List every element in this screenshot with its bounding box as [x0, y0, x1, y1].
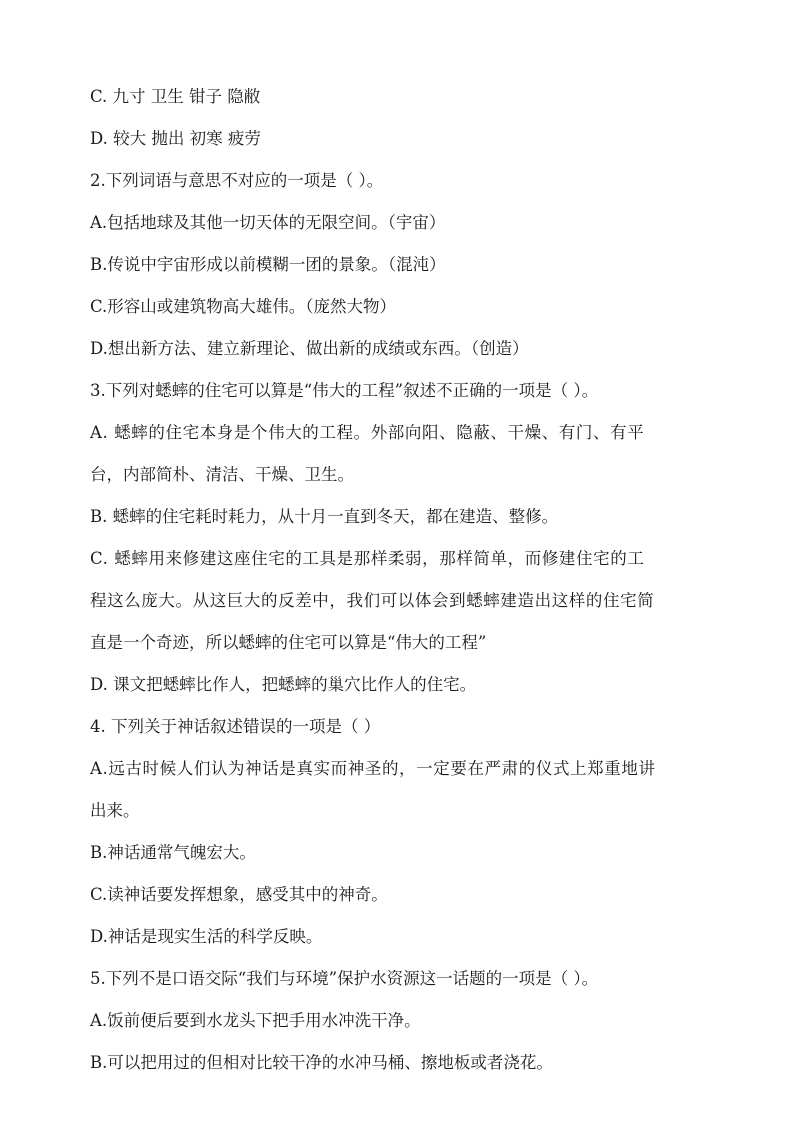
q5-option-a: A.饭前便后要到水龙头下把手用水冲洗干净。: [90, 1011, 421, 1030]
q2-option-c: C.形容山或建筑物高大雄伟。（庞然大物）: [90, 297, 397, 316]
q3-option-a: A. 蟋蟀的住宅本身是个伟大的工程。外部向阳、隐蔽、干燥、有门、有平: [90, 423, 645, 442]
q3-option-c: C. 蟋蟀用来修建这座住宅的工具是那样柔弱，那样简单，而修建住宅的工: [90, 549, 645, 568]
q2-option-b: B.传说中宇宙形成以前模糊一团的景象。（混沌）: [90, 255, 446, 274]
q4-option-a-cont: 出来。: [90, 801, 140, 820]
q3-option-c-cont-1: 程这么庞大。从这巨大的反差中，我们可以体会到蟋蟀建造出这样的住宅简: [90, 591, 655, 610]
q2-option-d: D.想出新方法、建立新理论、做出新的成绩或东西。（创造）: [90, 339, 529, 358]
q2-option-a: A.包括地球及其他一切天体的无限空间。（宇宙）: [90, 213, 446, 232]
q3-option-d: D. 课文把蟋蟀比作人，把蟋蟀的巢穴比作人的住宅。: [90, 675, 477, 694]
q4-option-b: B.神话通常气魄宏大。: [90, 843, 256, 862]
question-3: 3.下列对蟋蟀的住宅可以算是“伟大的工程”叙述不正确的一项是（ ）。: [90, 381, 599, 400]
question-5: 5.下列不是口语交际“我们与环境”保护水资源这一话题的一项是（ ）。: [90, 969, 599, 988]
q4-option-d: D.神话是现实生活的科学反映。: [90, 927, 323, 946]
option-c-line: C. 九寸 卫生 钳子 隐敝: [90, 87, 261, 106]
option-d-line: D. 较大 抛出 初寒 疲劳: [90, 129, 261, 148]
q4-option-c: C.读神话要发挥想象，感受其中的神奇。: [90, 885, 388, 904]
question-4: 4. 下列关于神话叙述错误的一项是（ ）: [90, 717, 381, 736]
q3-option-c-cont-2: 直是一个奇迹，所以蟋蟀的住宅可以算是“伟大的工程”: [90, 633, 487, 652]
q3-option-b: B. 蟋蟀的住宅耗时耗力，从十月一直到冬天，都在建造、整修。: [90, 507, 559, 526]
q3-option-a-cont: 台，内部简朴、清洁、干燥、卫生。: [90, 465, 354, 484]
q4-option-a: A.远古时候人们认为神话是真实而神圣的，一定要在严肃的仪式上郑重地讲: [90, 759, 656, 778]
q5-option-b: B.可以把用过的但相对比较干净的水冲马桶、擦地板或者浇花。: [90, 1053, 553, 1072]
question-2: 2.下列词语与意思不对应的一项是（ ）。: [90, 171, 384, 190]
